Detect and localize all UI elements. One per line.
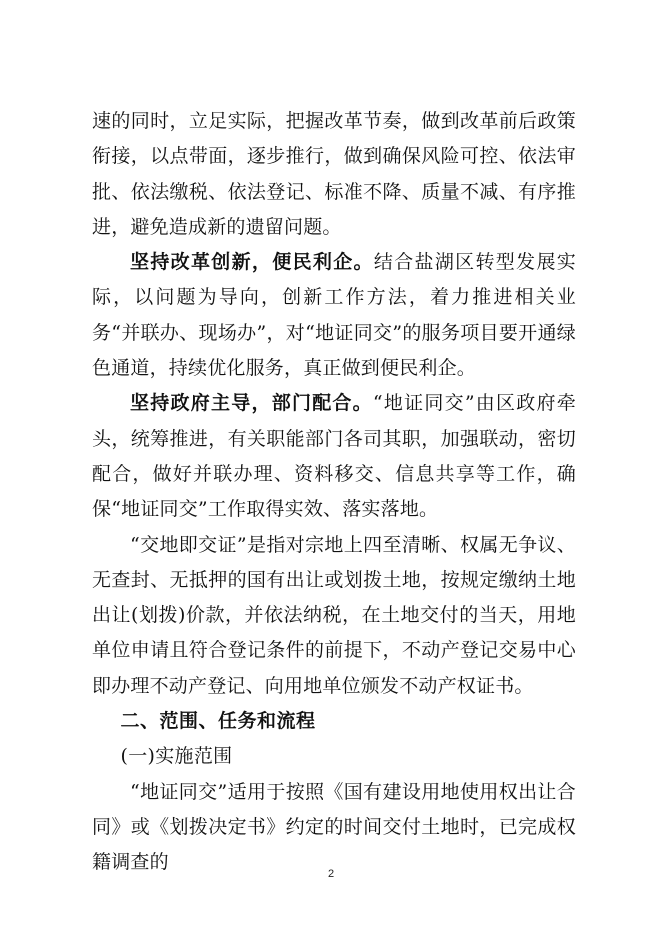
subsection-heading: (一)实施范围: [120, 745, 233, 768]
paragraph-lead: 坚持改革创新，便民利企。: [130, 251, 374, 274]
paragraph-body: “地证同交”由区政府牵头，统筹推进，有关职能部门各司其职，加强联动，密切配合，做好并联办理、资料移交、信息共享等工作，确保“地证同交”工作取得实效、落实落地。: [92, 392, 576, 521]
page-number: 2: [327, 868, 335, 880]
paragraph-lead: 坚持政府主导，部门配合。: [130, 392, 373, 415]
section-heading: 二、范围、任务和流程: [120, 710, 316, 733]
paragraph-continuation: 速的同时，立足实际，把握改革节奏，做到改革前后政策衔接，以点带面，逐步推行，做到确保风险可控、依法审批、依法缴税、依法登记、标准不降、质量不减、有序推进，避免造成新的遗留问题。: [92, 110, 576, 238]
paragraph-body: 结合盐湖区转型发展实际，以问题为导向，创新工作方法，着力推进相关业务“并联办、现场办”，对“地证同交”的服务项目要开通绿色通道，持续优化服务，真正做到便民利企。: [92, 251, 576, 380]
paragraph-government-led: [92, 386, 576, 527]
paragraph-definition: “交地即交证”是指对宗地上四至清晰、权属无争议、无查封、无抵押的国有出让或划拨土地，按规定缴纳土地出让(划拨)价款，并依法纳税，在土地交付的当天，用地单位申请且符合登记条件的前提下，不动产登记交易中心即办理不动产登记、向用地单位颁发不动产权证书。: [92, 533, 576, 697]
paragraph-reform-innovation: [92, 245, 576, 386]
paragraph-scope: “地证同交”适用于按照《国有建设用地使用权出让合同》或《划拨决定书》约定的时间交付土地时，已完成权籍调查的: [92, 780, 576, 874]
page-content: [92, 104, 576, 881]
